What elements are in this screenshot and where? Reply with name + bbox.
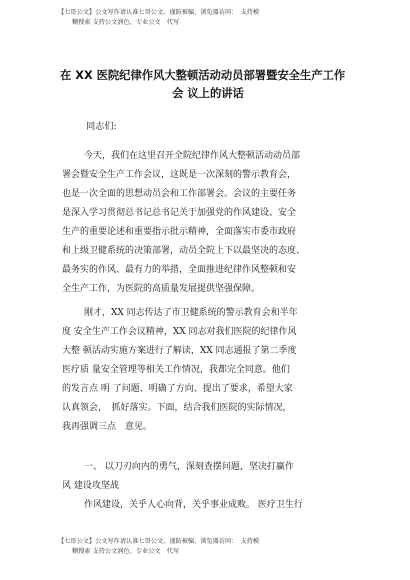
paragraph-line: 作风建设，关乎人心向背，关乎事业成败。 医疗卫生行	[84, 500, 303, 510]
paragraph-line: 我再强调三点 意见。	[62, 422, 153, 432]
footer-note-line: 糊搜索 支持公文润色、专业公文 代写	[72, 548, 180, 555]
paragraph-line: 生产的重要论述和重要指示批示精神，全面落实市委市政府	[62, 227, 297, 237]
paragraph-line: 全生产工作，为医院的高质量发展提供坚强保障。	[62, 284, 261, 294]
paragraph-line: 医疗质 量安全管理等相关工作情况，我都完全同意。他们	[62, 365, 290, 375]
paragraph-line: 最务实的作风、最有力的举措，全面推进纪律作风整顿和安	[62, 265, 297, 275]
paragraph-line: 大整 顿活动实施方案进行了解读，XX 同志通报了第二季度	[62, 346, 297, 356]
paragraph-line: 度 安全生产工作会议精神，XX 同志对我们医院的纪律作风	[62, 327, 297, 337]
paragraph-line: 也是一次全面的思想动员会和工作部署会。会议的主要任务	[62, 189, 297, 199]
section-one	[62, 458, 358, 515]
paragraph-line: 的发言点 明 了问题、明确了方向、提出了要求，希望大家	[62, 384, 293, 394]
greeting: 同志们:	[86, 121, 117, 132]
footer-note-line: 【七哥公文】公文写作请认准七哥公文，谨防被骗，浏览器访问： 支持模	[58, 538, 260, 545]
section-heading-line: 一、 以刀刃向内的勇气，深刻查摆问题，坚决打赢作	[84, 462, 294, 472]
paragraph-line: 署会暨安全生产工作会议，这既是一次深刻的警示教育会，	[62, 170, 297, 180]
paragraph-line: 今天，我们在这里召开全院纪律作风大整顿活动动员部	[84, 151, 301, 161]
title-line: 会 议上的讲话	[172, 87, 244, 100]
header-note	[58, 8, 358, 28]
footer-note	[58, 537, 358, 557]
paragraph-line: 认真领会， 抓好落实。下面，结合我们医院的实际情况，	[62, 403, 292, 413]
title-line: 在 XX 医院纪律作风大整顿活动动员部署暨安全生产工作	[60, 69, 346, 82]
paragraph-line: 和上级卫健系统的决策部署，动员全院上下以最坚决的态度、	[62, 246, 306, 256]
paragraph-review	[62, 304, 358, 437]
header-note-line: 【七哥公文】公文写作请认准七哥公文，谨防被骗，浏览器访问： 支持模	[58, 9, 260, 16]
paragraph-line: 是深入学习贯彻总书记总书记关于加强党的作风建设、安全	[62, 208, 297, 218]
header-note-line: 糊搜索 支持公文润色、专业公文 代写	[72, 19, 180, 26]
document-title	[60, 67, 356, 103]
section-heading-line: 风 建设攻坚战	[62, 481, 119, 491]
paragraph-opening	[62, 147, 358, 299]
paragraph-line: 刚才，XX 同志传达了市卫健系统的警示教育会和半年	[84, 308, 298, 318]
